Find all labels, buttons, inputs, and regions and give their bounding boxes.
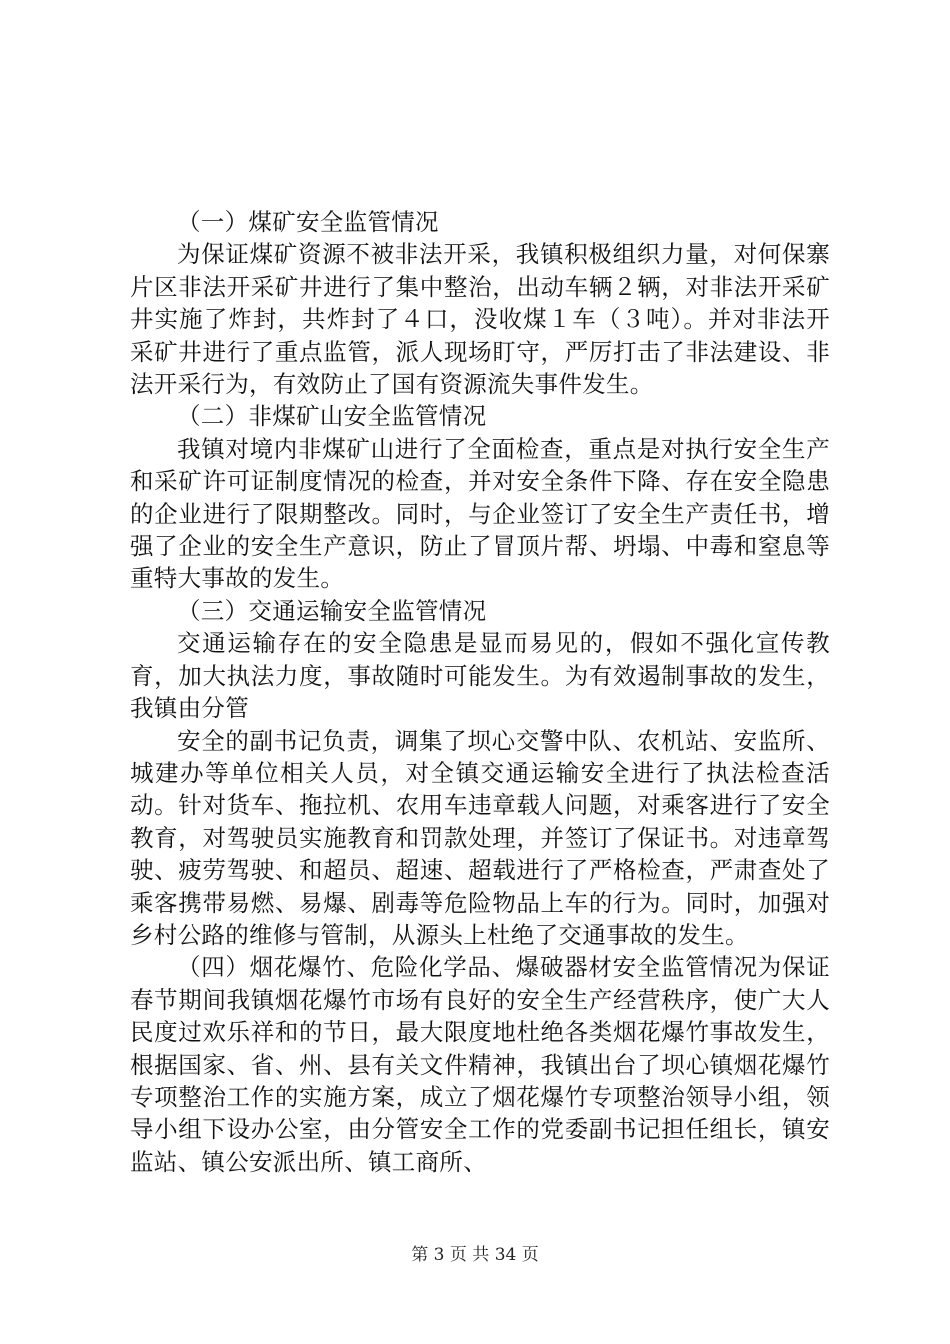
document-body <box>130 206 830 1178</box>
paragraph-fireworks: （四）烟花爆竹、危险化学品、爆破器材安全监管情况为保证春节期间我镇烟花爆竹市场有良好的安全生产经营秩序，使广大人民度过欢乐祥和的节日，最大限度地杜绝各类烟花爆竹事故发生，根据国家、省、州、县有关文件精神，我镇出台了坝心镇烟花爆竹专项整治工作的实施方案，成立了烟花爆竹专项整治领导小组，领导小组下设办公室，由分管安全工作的党委副书记担任组长，镇安监站、镇公安派出所、镇工商所、 <box>130 953 830 1176</box>
paragraph-traffic-part1: 交通运输存在的安全隐患是显而易见的，假如不强化宣传教育，加大执法力度，事故随时可能发生。为有效遏制事故的发生，我镇由分管 <box>130 629 830 723</box>
page-number-footer: 第 3 页 共 34 页 <box>411 1245 539 1265</box>
paragraph-coal-mine: 为保证煤矿资源不被非法开采，我镇积极组织力量，对何保寨片区非法开采矿井进行了集中整治，出动车辆２辆，对非法开采矿井实施了炸封，共炸封了４口，没收煤１车（３吨）。并对非法开采矿井进行了重点监管，派人现场盯守，严厉打击了非法建设、非法开采行为，有效防止了国有资源流失事件发生。 <box>130 240 830 399</box>
paragraph-non-coal-mine: 我镇对境内非煤矿山进行了全面检查，重点是对执行安全生产和采矿许可证制度情况的检查，并对安全条件下降、存在安全隐患的企业进行了限期整改。同时，与企业签订了安全生产责任书，增强了企业的安全生产意识，防止了冒顶片帮、坍塌、中毒和窒息等重特大事故的发生。 <box>130 434 830 593</box>
paragraph-traffic-part2: 安全的副书记负责，调集了坝心交警中队、农机站、安监所、城建办等单位相关人员，对全镇交通运输安全进行了执法检查活动。针对货车、拖拉机、农用车违章载人问题，对乘客进行了安全教育，对驾驶员实施教育和罚款处理，并签订了保证书。对违章驾驶、疲劳驾驶、和超员、超速、超载进行了严格检查，严肃查处了乘客携带易燃、易爆、剧毒等危险物品上车的行为。同时，加强对乡村公路的维修与管制，从源头上杜绝了交通事故的发生。 <box>130 726 830 949</box>
section-heading-non-coal-mine: （二）非煤矿山安全监管情况 <box>177 402 487 431</box>
section-heading-traffic: （三）交通运输安全监管情况 <box>177 596 487 625</box>
section-heading-coal-mine: （一）煤矿安全监管情况 <box>177 208 439 236</box>
